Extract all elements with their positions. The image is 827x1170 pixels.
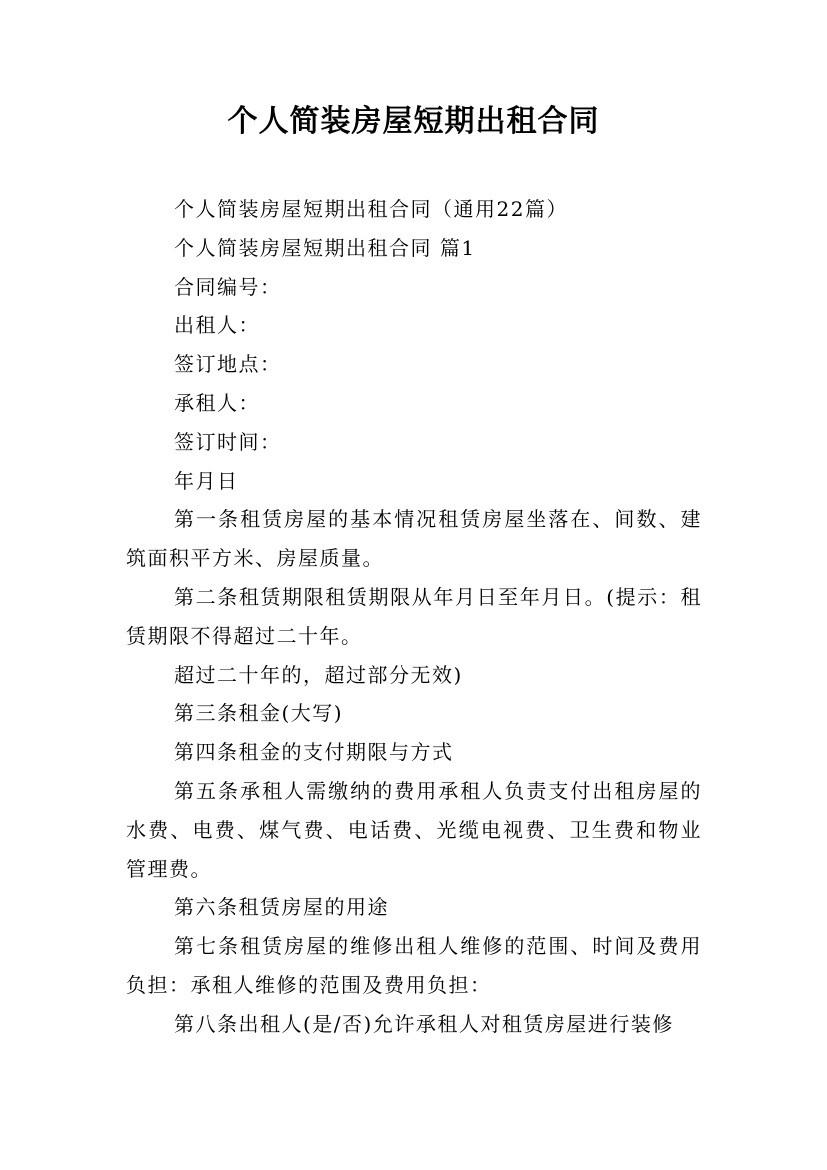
paragraph-clause-1: 第一条租赁房屋的基本情况租赁房屋坐落在、间数、建筑面积平方米、房屋质量。 — [126, 507, 702, 571]
paragraph-signing-place: 签订地点： — [174, 352, 282, 377]
paragraph-contract-number: 合同编号： — [174, 274, 282, 299]
paragraph-clause-7: 第七条租赁房屋的维修出租人维修的范围、时间及费用负担：承租人维修的范围及费用负担： — [126, 934, 702, 997]
paragraph-date: 年月日 — [174, 468, 239, 493]
paragraph-article-heading: 个人简装房屋短期出租合同 篇1 — [174, 235, 476, 260]
paragraph-clause-6: 第六条租赁房屋的用途 — [174, 895, 389, 920]
document-body — [126, 190, 702, 1044]
paragraph-clause-2-note: 超过二十年的，超过部分无效) — [174, 662, 463, 687]
paragraph-signing-time: 签订时间： — [174, 429, 282, 454]
paragraph-lessor: 出租人： — [174, 313, 260, 338]
paragraph-clause-8: 第八条出租人(是/否)允许承租人对租赁房屋进行装修 — [174, 1011, 674, 1036]
paragraph-subtitle: 个人简装房屋短期出租合同（通用22篇） — [174, 197, 568, 221]
paragraph-clause-4: 第四条租金的支付期限与方式 — [174, 740, 454, 765]
paragraph-clause-2: 第二条租赁期限租赁期限从年月日至年月日。(提示：租赁期限不得超过二十年。 — [126, 584, 702, 648]
document-title: 个人简装房屋短期出租合同 — [227, 104, 600, 139]
paragraph-clause-5: 第五条承租人需缴纳的费用承租人负责支付出租房屋的水费、电费、煤气费、电话费、光缆电视费、卫生费和物业管理费。 — [126, 778, 702, 881]
paragraph-clause-3: 第三条租金(大写) — [174, 701, 344, 726]
paragraph-lessee: 承租人： — [174, 390, 260, 415]
